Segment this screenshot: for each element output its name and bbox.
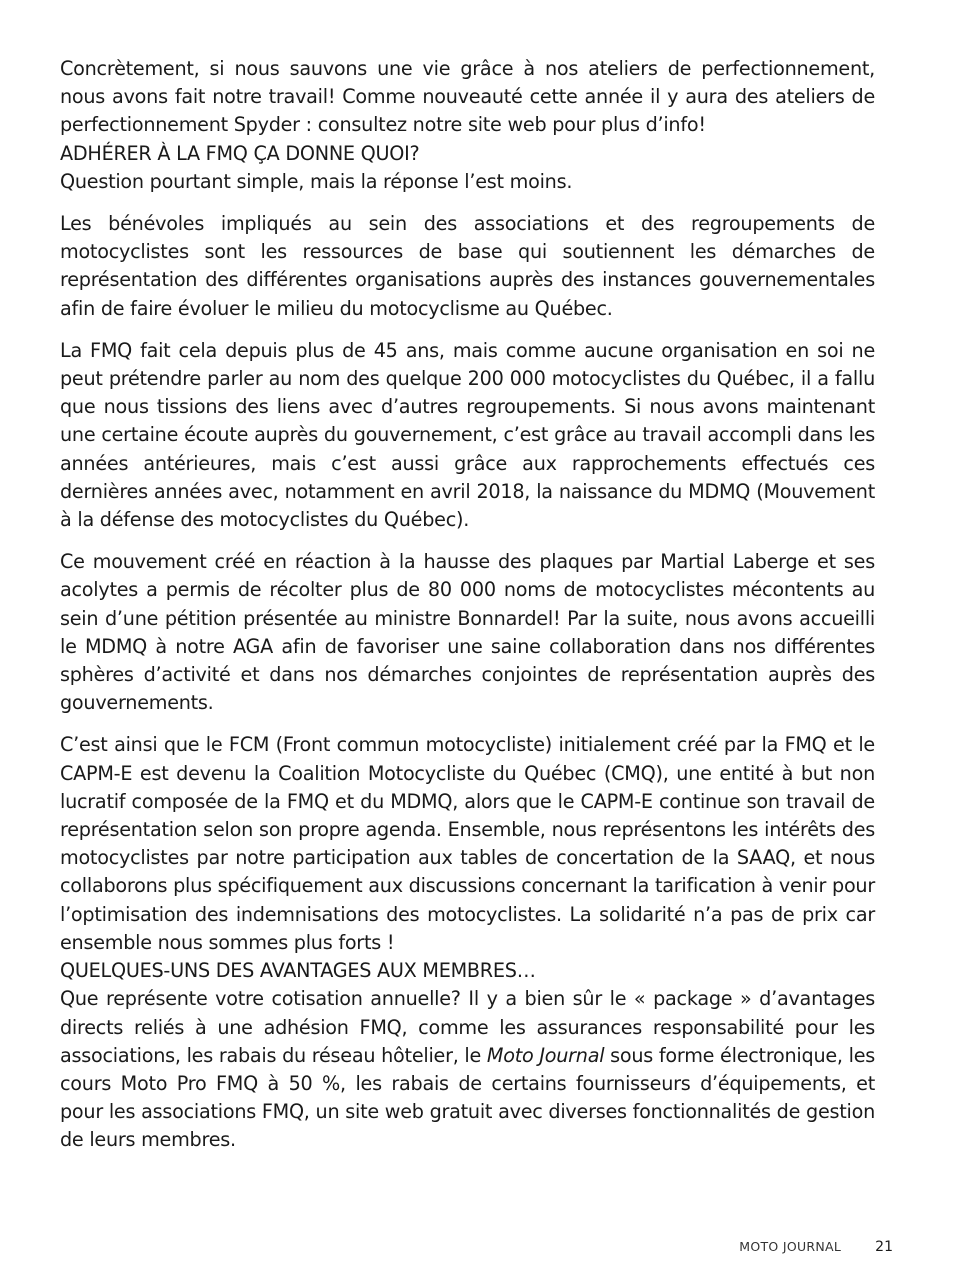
- paragraph-cotisation-text-start: Que représente votre cotisation annuelle? Il y a bien sûr le « package » d’avantages directs reliés à une adhésion FMQ, comme les assurances responsabilité pour les associations, les rabais du réseau hôtelier, le: [60, 987, 875, 1067]
- footer-page-number: 21: [875, 1239, 893, 1255]
- article-body: [60, 55, 875, 1155]
- section-heading-adherer: ADHÉRER À LA FMQ ÇA DONNE QUOI?: [60, 141, 420, 165]
- magazine-title-italic: Moto Journal: [486, 1043, 605, 1067]
- paragraph-ateliers: Concrètement, si nous sauvons une vie grâce à nos ateliers de perfectionnement, nous avons fait notre travail! Comme nouveauté cette année il y aura des ateliers de perfectionnement Spyder : consultez notre site web pour plus d’info!: [60, 57, 875, 137]
- page-footer: [739, 1239, 893, 1255]
- paragraph-benevoles: Les bénévoles impliqués au sein des associations et des regroupements de motocyclistes sont les ressources de base qui soutiennent les démarches de représentation des différentes organisations auprès des instances gouvernementales afin de faire évoluer le milieu du motocyclisme au Québec.: [60, 212, 875, 320]
- paragraph-coalition: C’est ainsi que le FCM (Front commun motocycliste) initialement créé par la FMQ et le CAPM-E est devenu la Coalition Motocycliste du Québec (CMQ), une entité à but non lucratif composée de la FMQ et du MDMQ, alors que le CAPM-E continue son travail de représentation selon son propre agenda. Ensemble, nous représentons les intérêts des motocyclistes par notre participation aux tables de concertation de la SAAQ, et nous collaborons plus spécifiquement aux discussions concernant la tarification à venir pour l’optimisation des indemnisations des motocyclistes. La solidarité n’a pas de prix car ensemble nous sommes plus forts !: [60, 733, 875, 954]
- paragraph-cotisation-text-end: sous forme électronique, les cours Moto Pro FMQ à 50 %, les rabais de certains fournisseurs d’équipements, et pour les associations FMQ, un site web gratuit avec diverses fonctionnalités de gestion de leurs membres.: [60, 1043, 875, 1152]
- paragraph-cotisation: [60, 985, 875, 1154]
- section-subheading-question: Question pourtant simple, mais la réponse l’est moins.: [60, 169, 573, 193]
- section-heading-avantages: QUELQUES-UNS DES AVANTAGES AUX MEMBRES…: [60, 959, 536, 983]
- paragraph-fmq-history: La FMQ fait cela depuis plus de 45 ans, mais comme aucune organisation en soi ne peut prétendre parler au nom des quelque 200 000 motocyclistes du Québec, il a fallu que nous tissions des liens avec d’autres regroupements. Si nous avons maintenant une certaine écoute auprès du gouvernement, c’est grâce au travail accompli dans les années antérieures, mais c’est aussi grâce aux rapprochements effectués ces dernières années avec, notamment en avril 2018, la naissance du MDMQ (Mouvement à la défense des motocyclistes du Québec).: [60, 338, 875, 532]
- paragraph-mdmq: Ce mouvement créé en réaction à la hausse des plaques par Martial Laberge et ses acolytes a permis de récolter plus de 80 000 noms de motocyclistes mécontents au sein d’une pétition présentée au ministre Bonnardel! Par la suite, nous avons accueilli le MDMQ à notre AGA afin de favoriser une saine collaboration dans nos différentes sphères d’activité et dans nos démarches conjointes de représentation auprès des gouvernements.: [60, 550, 875, 715]
- footer-magazine-name: MOTO JOURNAL: [739, 1239, 842, 1254]
